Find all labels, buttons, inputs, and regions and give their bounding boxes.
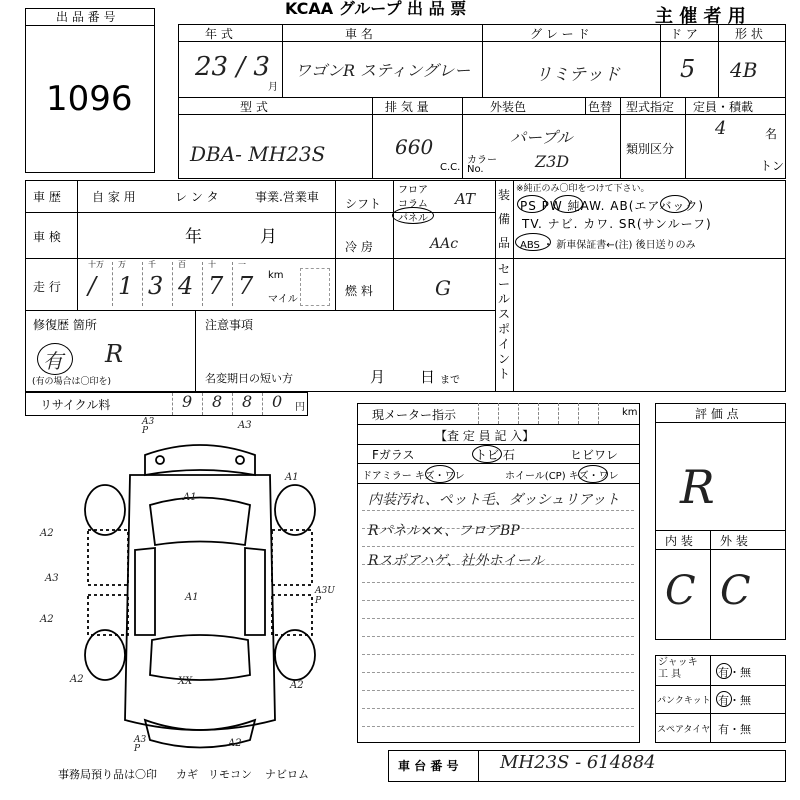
capacity-value: 4	[715, 118, 727, 139]
spare-tire-label: スペアタイヤ	[657, 725, 711, 735]
mileage-digit: 7	[238, 272, 254, 300]
mileage-digit: 1	[118, 272, 134, 300]
displacement-value: 660	[395, 135, 434, 159]
diagram-mark: A3 P	[142, 417, 155, 436]
inspection-year: 年	[185, 227, 202, 247]
equipment-line3: ABS ・ 新車保証書←(注) 後日送りのみ	[520, 240, 696, 251]
assessment-note-2: Rパネル××、フロアBP	[368, 523, 520, 539]
mileage-digit: /	[88, 272, 97, 300]
category-label: 類別区分	[626, 142, 675, 156]
change-until: まで	[440, 375, 460, 386]
fuel-value: G	[435, 276, 451, 300]
office-items-label: 事務局預り品は〇印	[58, 768, 157, 781]
exterior-label: 外 装	[720, 534, 748, 548]
lot-number-box	[25, 8, 155, 173]
repair-value: 有	[43, 349, 63, 373]
diagram-mark: A3	[238, 420, 252, 431]
mile-label: マイル	[268, 294, 298, 305]
capacity-unit: 名	[765, 127, 778, 141]
mileage-digit: 4	[178, 272, 194, 300]
jack-value: 有・無	[718, 666, 751, 679]
diagram-mark: XX	[178, 676, 193, 687]
repair-area: R	[105, 340, 124, 368]
mileage-unit-label: 百	[178, 260, 186, 269]
doors-value: 5	[680, 55, 696, 83]
doors-label: ド ア	[670, 27, 698, 41]
capacity-label: 定員・積載	[693, 100, 754, 114]
recycle-digit: 0	[272, 392, 283, 411]
meter-label: 現メーター指示	[372, 408, 457, 422]
meter-km: km	[622, 407, 638, 418]
recycle-digit: 8	[242, 392, 253, 411]
chip-label: トビ 石	[475, 448, 515, 462]
shape-label: 形 状	[735, 27, 763, 41]
history-label: 車 歴	[33, 190, 61, 204]
diagram-mark: A1	[185, 592, 199, 603]
mileage-unit-label: 万	[118, 260, 126, 269]
inspection-month: 月	[260, 227, 277, 247]
chassis-value: MH23S - 614884	[500, 752, 656, 773]
color-number-label: カラー No.	[467, 155, 497, 175]
aircon-value: AAc	[430, 236, 459, 252]
change-month: 月	[370, 368, 386, 386]
displacement-label: 排 気 量	[385, 100, 429, 114]
history-private: 自 家 用	[92, 190, 136, 204]
type-designation-label: 型式指定	[626, 100, 675, 114]
car-name-value: ワゴンR スティングレー	[295, 61, 471, 80]
color-number-value: Z3D	[535, 152, 570, 171]
inspection-label: 車 検	[33, 230, 61, 244]
year-value: 23 / 3	[195, 52, 270, 82]
diagram-mark: A3	[45, 573, 59, 584]
mileage-digit: 3	[148, 272, 164, 300]
f-glass-label: Fガラス	[372, 448, 415, 462]
aircon-label: 冷 房	[345, 240, 373, 254]
crack-label: ヒビワレ	[570, 448, 619, 462]
mileage-unit-label: 千	[148, 260, 156, 269]
mileage-unit-label: 十万	[88, 260, 104, 269]
cc-label: C.C.	[440, 162, 461, 173]
repair-note: (有の場合は〇印を)	[32, 377, 112, 387]
exterior-color-value: パープル	[510, 128, 573, 147]
history-commercial: 事業.営業車	[255, 190, 319, 204]
score-value: R	[680, 460, 715, 514]
km-label: km	[268, 270, 284, 281]
mileage-unit-label: 一	[238, 260, 246, 269]
shift-floor: フロア	[398, 185, 428, 196]
mileage-unit-label: 十	[208, 260, 216, 269]
name-change-label: 名変期日の短い方	[205, 372, 293, 385]
year-label: 年 式	[205, 27, 233, 41]
shape-value: 4B	[730, 58, 758, 82]
exterior-color-label: 外装色	[490, 100, 527, 114]
grade-value: リミテッド	[535, 65, 620, 85]
chassis-label: 車 台 番 号	[398, 759, 459, 773]
recycle-yen: 円	[295, 402, 305, 413]
recycle-digit: 8	[212, 392, 223, 411]
ton-unit: トン	[760, 159, 785, 173]
diagram-mark: A2	[40, 614, 54, 625]
repaint-label: 色替	[588, 100, 613, 114]
equipment-line1: PS PW 純AW. AB(エアバック)	[520, 199, 705, 213]
office-item-key: カギ	[176, 768, 198, 781]
lot-number-value: 1096	[46, 79, 133, 119]
history-rental: レ ン タ	[175, 190, 219, 204]
equipment-line2: TV. ナビ. カワ. SR(サンルーフ)	[522, 217, 712, 231]
equipment-label: 装 備 品	[498, 188, 511, 250]
diagram-mark: A2	[40, 528, 54, 539]
interior-label: 内 装	[665, 534, 693, 548]
wheel-label: ホイール(CP) キズ・ワレ	[505, 471, 619, 482]
change-day: 日	[420, 368, 436, 386]
diagram-mark: A2	[290, 680, 304, 691]
spare-tire-value: 有・無	[718, 723, 751, 736]
shift-column: コラム	[398, 199, 428, 210]
repair-label: 修復歴 箇所	[33, 318, 97, 332]
office-item-remote: リモコン	[208, 768, 252, 781]
mileage-label: 走 行	[33, 280, 61, 294]
fuel-label: 燃 料	[345, 284, 373, 298]
car-name-label: 車 名	[345, 27, 373, 41]
score-label: 評 価 点	[695, 407, 739, 421]
diagram-mark: A1	[285, 472, 299, 483]
sales-point-label: セールスポイント	[498, 262, 511, 381]
diagram-mark: A3U P	[315, 586, 335, 606]
model-label: 型 式	[240, 100, 268, 114]
diagram-mark: A2	[228, 738, 242, 749]
shift-panel: パネル	[398, 213, 428, 224]
puncture-kit-label: パンクキット	[657, 696, 711, 706]
sheet-title: KCAA グループ 出 品 票	[285, 0, 467, 18]
exterior-value: C	[720, 568, 751, 614]
shift-value: AT	[455, 190, 476, 208]
recycle-label: リサイクル料	[40, 398, 111, 412]
owner-use-label: 主 催 者 用	[655, 6, 746, 27]
assessment-note-3: Rスポアハゲ、社外ホイール	[368, 553, 545, 569]
assessor-header: 【査 定 員 記 入】	[435, 429, 535, 443]
interior-value: C	[665, 568, 696, 614]
lot-number-label: 出 品 番 号	[56, 10, 116, 24]
equipment-note: ※純正のみ〇印をつけて下さい。	[516, 184, 650, 194]
diagram-mark: A1	[183, 492, 197, 503]
puncture-kit-value: 有・無	[718, 694, 751, 707]
diagram-mark: A2	[70, 674, 84, 685]
office-item-navirom: ナビロム	[265, 768, 309, 781]
door-mirror-label: ドアミラー キズ・ワレ	[362, 471, 465, 482]
assessment-note-1: 内装汚れ、ペット毛、ダッシュリアット	[368, 492, 620, 508]
recycle-digit: 9	[182, 392, 193, 411]
model-value: DBA- MH23S	[190, 142, 326, 166]
caution-label: 注意事項	[205, 318, 254, 332]
jack-label: ジャッキ 工 具	[658, 657, 698, 680]
diagram-mark: A3 P	[134, 735, 147, 754]
month-suffix: 月	[268, 82, 278, 93]
mileage-digit: 7	[208, 272, 224, 300]
shift-label: シフト	[345, 197, 382, 211]
grade-label: グ レ ー ド	[530, 27, 590, 41]
